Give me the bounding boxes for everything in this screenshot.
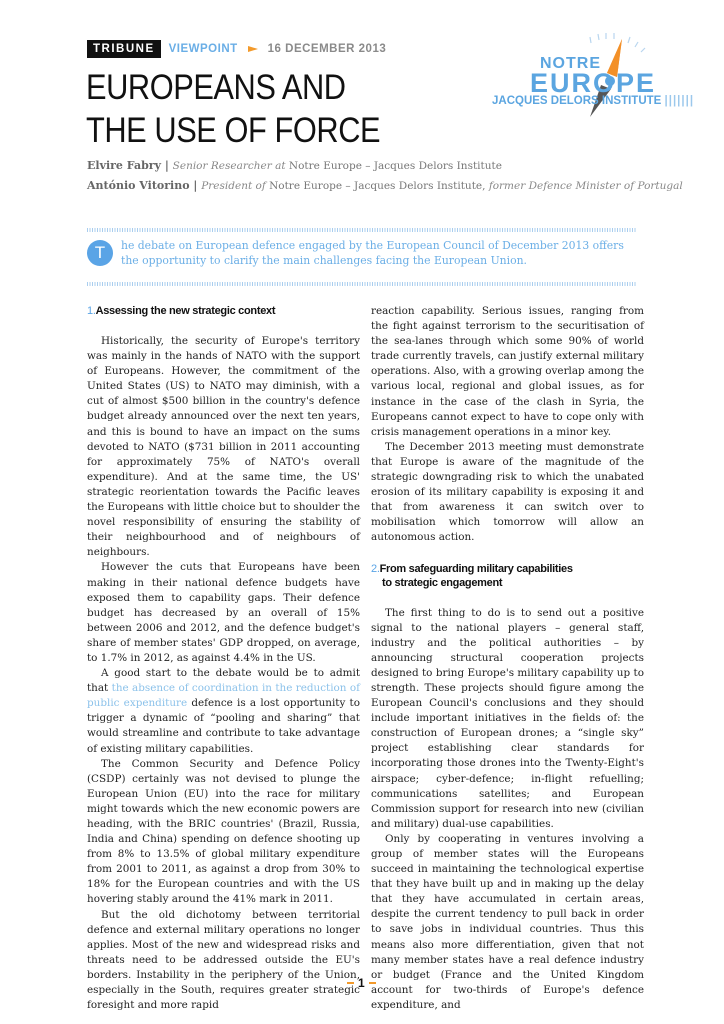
paragraph: Historically, the security of Europe's territory was mainly in the hands of NATO with the support of Europeans. However, the commitment of the United States (US) to NATO may diminish, with a cut of almost $500 billion in the country's defence budget already announced over the next ten years, and this is bound to have an impact on the sums devoted to NATO ($731 billion in 2011 accounting for approximately 75% of NATO's overall expenditure). And at the same time, the US' strategic reorientation towards the Pacific leaves the Europeans with little choice but to shoulder the novel responsibility of ensuring the stability of their neighbourhood and of neighbours of neighbours. xyxy=(87,335,360,559)
logo-text-europe: EUROPE xyxy=(530,68,657,98)
dash-icon xyxy=(347,982,354,984)
page-title xyxy=(86,66,380,152)
publication-date: 16 DECEMBER 2013 xyxy=(267,43,387,55)
author-2 xyxy=(87,176,683,196)
text: A good start to the debate would be to admit that xyxy=(87,667,360,695)
text: defence is a lost opportunity to trigger a dynamic of “pooling and sharing” that would streamline and contribute to take advantage of existing military capabilities. xyxy=(87,697,360,755)
paragraph-continued: reaction capability. Serious issues, ranging from the fight against terrorism to the securitisation of the sea-lanes through which some 90% of world trade currently travels, can justify external military operations. Also, with a growing overlap among the various local, regional and global issues, as for instance in the case of the clash in Syria, the Europeans cannot expect to have to cope only with crisis management operations in a minor key. xyxy=(371,305,644,438)
intro-text: he debate on European defence engaged by the European Council of December 2013 offers the opportunity to clarify the main challenges facing the European Union. xyxy=(121,239,624,267)
header-kicker xyxy=(87,40,386,58)
page-number xyxy=(347,976,376,990)
logo-institute-name: JACQUES DELORS INSTITUTE xyxy=(492,95,662,107)
paragraph: But the old dichotomy between territorial defence and external military operations no longer applies. Most of the new and widespread risks and threats need to be addressed outside the EU's borders. Instability in the periphery of the Union, especially in the South, requires greater strategic foresight and more rapid xyxy=(87,908,360,1012)
separator: | xyxy=(160,159,173,172)
title-line-1: EUROPEANS AND xyxy=(86,68,346,107)
column-left xyxy=(87,304,360,1013)
author-name: António Vitorino xyxy=(87,179,190,192)
paragraph: However the cuts that Europeans have been making in their national defence budgets have exposed them to capability gaps. Their defence budget has decreased by an overall of 15% between 2006 and 2012, and the defence budget's share of member states' GDP dropped, on average, to 1.7% in 2012, as against 4.4% in the US. xyxy=(87,561,360,664)
divider-bottom xyxy=(87,282,637,286)
paragraph xyxy=(87,666,360,757)
paragraph: The December 2013 meeting must demonstrate that Europe is aware of the magnitude of the strategic downgrading risk to which the unabated erosion of its military capability is exposing it and that from awareness it can switch over to mobilisation which tomorrow will allow an autonomous action. xyxy=(371,440,644,544)
section-number: 2. xyxy=(371,562,380,575)
inline-link[interactable]: the absence of coordination in the reduction of public expenditure xyxy=(87,682,360,710)
author-role: Senior Researcher at xyxy=(172,160,286,172)
notre-europe-logo xyxy=(490,25,695,125)
separator: | xyxy=(189,179,202,192)
section-1-heading xyxy=(87,304,360,318)
paragraph: Only by cooperating in ventures involving a group of member states will the Europeans succeed in maintaining the technological expertise that they have built up and in making up the delay that they have accumulated in certain areas, despite the current tendency to pull back in order to save jobs in individual countries. Thus this means also more differentiation, given that not many member states have a real defence industry or budget (France and the United Kingdom account for two-thirds of Europe's defence expenditure, and xyxy=(371,832,644,1011)
author-role: President of xyxy=(201,180,266,192)
section-2-heading xyxy=(371,562,644,590)
intro-standfirst xyxy=(87,238,637,268)
paragraph: The first thing to do is to send out a positive signal to the national players – general staff, industry and the political authorities – by announcing structural cooperation projects designed to bring Europe's military capability up to strength. These projects should figure among the European Council's conclusions and they should include important initiatives in the fields of: the construction of European drones; a “single sky” project establishing clear standards for incorporating those drones into the Twenty-Eight's airspace; cyber-defence; in-flight refuelling; communications satellites; and European Commission support for research into new (civilian and military) dual-use capabilities. xyxy=(371,606,644,830)
section-title-line-1: From safeguarding military capabilities xyxy=(379,562,573,575)
column-right xyxy=(371,304,644,1013)
dash-icon xyxy=(369,982,376,984)
author-1 xyxy=(87,156,683,176)
section-title: Assessing the new strategic context xyxy=(95,305,276,317)
author-org: Notre Europe – Jacques Delors Institute, xyxy=(265,180,489,192)
paragraph: The Common Security and Defence Policy (CSDP) certainly was not devised to plunge the European Union (EU) into the race for military might towards which the new economic powers are heading, with the BRIC countries' (Brazil, Russia, India and China) spending on defence shooting up from 8% to 13.5% of global military expenditure from 2001 to 2011, as against a drop from 30% to 18% for the European countries and with the US hovering stably around the 41% mark in 2011. xyxy=(87,757,360,906)
title-line-2: THE USE OF FORCE xyxy=(86,111,381,150)
section-number: 1. xyxy=(87,305,96,317)
section-title-line-2: to strategic engagement xyxy=(382,576,503,589)
logo-text-notre: NOTRE xyxy=(540,55,601,72)
arrow-right-icon xyxy=(248,46,258,52)
dropcap-badge: T xyxy=(87,240,113,266)
author-list xyxy=(87,156,683,196)
author-name: Elvire Fabry xyxy=(87,159,161,172)
page-number-text: 1 xyxy=(358,976,365,990)
series-badge: TRIBUNE xyxy=(87,40,161,58)
author-extra-role: former Defence Minister of Portugal xyxy=(488,180,683,192)
divider-top xyxy=(87,228,637,232)
author-org: Notre Europe – Jacques Delors Institute xyxy=(285,160,502,172)
logo-text-institute: JACQUES DELORS INSTITUTE ||||||| xyxy=(492,95,695,107)
category-label: VIEWPOINT xyxy=(168,43,238,55)
